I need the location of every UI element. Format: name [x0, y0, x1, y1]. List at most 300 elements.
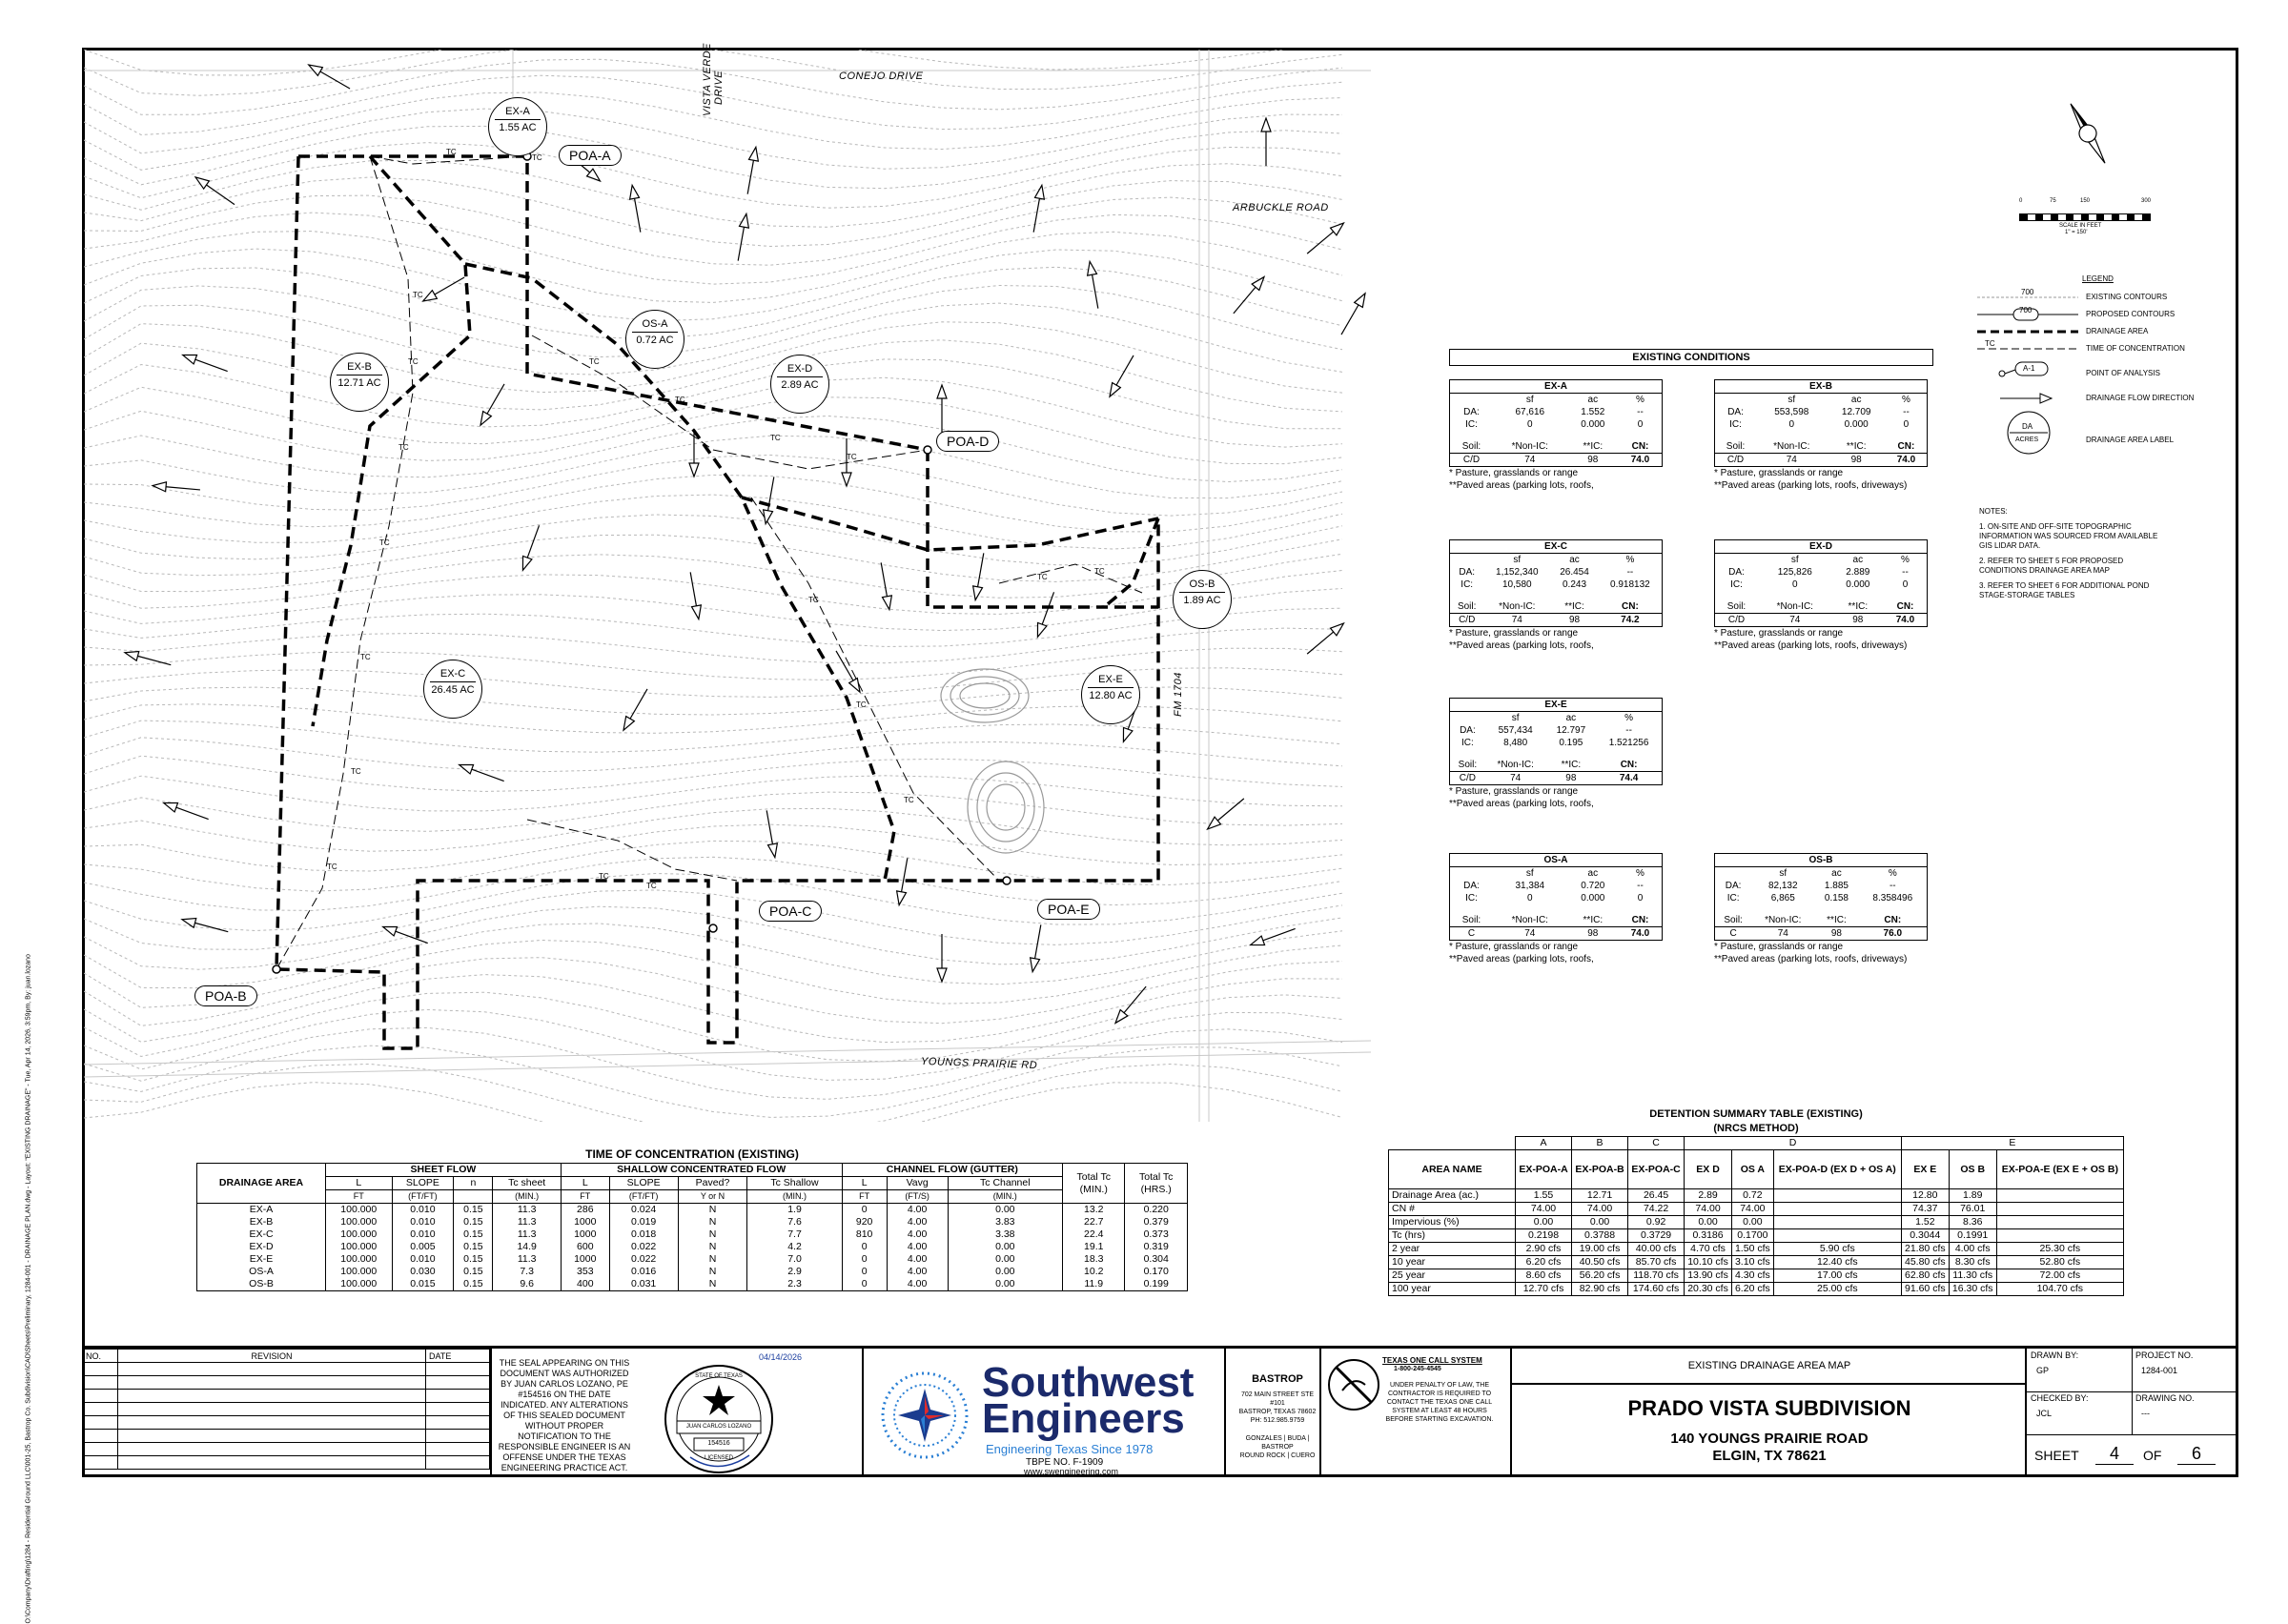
tc-cell: 4.00	[887, 1278, 948, 1291]
tc-cell: 0.15	[454, 1266, 493, 1278]
ec-col-head: sf	[1788, 395, 1796, 405]
tc-cell: 0.010	[392, 1253, 454, 1266]
flow-arrow-icon	[1230, 274, 1268, 316]
of-label: OF	[2143, 1448, 2162, 1463]
legend-item	[1977, 436, 2174, 444]
ec-da-cell: 1,152,340	[1496, 567, 1539, 578]
notes	[1979, 507, 2170, 600]
det-cell	[1996, 1189, 2123, 1203]
tc-cell: 11.3	[493, 1204, 561, 1217]
det-cell: 10 year	[1389, 1256, 1516, 1269]
poa-label-a[interactable]: POA-A	[559, 145, 622, 166]
tc-cell: 0.379	[1125, 1216, 1188, 1228]
company-website: www.swengineering.com	[1024, 1467, 1119, 1476]
ec-col-head: %	[1636, 395, 1644, 405]
det-cell: 74.00	[1516, 1203, 1572, 1216]
tc-label: TC	[646, 882, 657, 890]
da-name: EX-A	[495, 98, 541, 120]
tc-cell: 11.3	[493, 1228, 561, 1241]
rev-head-no: NO.	[83, 1350, 118, 1363]
road-label-fm1704: FM 1704	[1173, 672, 1184, 717]
det-col-head: EX E	[1901, 1150, 1949, 1189]
tc-unit: (MIN.)	[493, 1190, 561, 1204]
ec-cd-cell: 98	[1567, 454, 1619, 467]
scale-tick: 150	[2080, 198, 2091, 204]
contour-line	[84, 924, 1342, 988]
ec-soil-head: Soil:	[1726, 601, 1747, 612]
road-label-vista-verde-1: VISTA VERDE	[702, 42, 713, 116]
table-row	[197, 1266, 1188, 1278]
contour-line	[84, 628, 1342, 663]
contour-line	[84, 738, 1342, 772]
ec-cd-cell: 74	[1485, 772, 1546, 785]
ec-cd-cell: 98	[1567, 927, 1619, 941]
tc-cell: 11.9	[1063, 1278, 1125, 1291]
tc-head-unit: (HRS.)	[1140, 1183, 1172, 1195]
tc-cell: 4.00	[887, 1228, 948, 1241]
det-cell: 56.20 cfs	[1572, 1269, 1628, 1283]
ec-ic-cell: 0.000	[1846, 579, 1870, 590]
ec-note-1: * Pasture, grasslands or range	[1449, 628, 1579, 639]
ec-col-head: ac	[1587, 395, 1599, 405]
ec-da-cell: --	[1902, 567, 1909, 578]
contour-line	[84, 195, 1342, 265]
tc-cell: 0.019	[609, 1216, 678, 1228]
det-cell: 0.3729	[1628, 1229, 1685, 1243]
one-call-phone: 1-800-245-4545	[1394, 1366, 1441, 1372]
ec-cd-cell: C/D	[1450, 772, 1485, 785]
flow-arrow-icon	[153, 481, 201, 495]
tc-cell: 100.000	[326, 1241, 393, 1253]
ec-soil-head: *Non-IC:	[1499, 601, 1536, 612]
tc-cell: 1.9	[747, 1204, 842, 1217]
tc-cell: N	[678, 1266, 747, 1278]
ec-soil-head: *Non-IC:	[1497, 760, 1534, 770]
drainage-map[interactable]	[84, 42, 1371, 1122]
ec-box-ex-e	[1449, 698, 1663, 810]
tc-label: TC	[446, 148, 457, 156]
tc-unit	[454, 1190, 493, 1204]
det-cell: 12.80	[1901, 1189, 1949, 1203]
ec-note-1: * Pasture, grasslands or range	[1449, 468, 1579, 478]
ec-ic-cell: IC:	[1726, 893, 1740, 903]
legend-sym: 700	[2021, 288, 2034, 296]
tc-cell: EX-D	[197, 1241, 326, 1253]
tc-group-sheet: SHEET FLOW	[326, 1164, 562, 1177]
ec-box-title: EX-A	[1450, 380, 1663, 394]
flow-arrow-icon	[762, 809, 780, 858]
da-name: EX-D	[777, 355, 823, 377]
tc-cell: 14.9	[493, 1241, 561, 1253]
table-row	[197, 1253, 1188, 1266]
flow-arrow-icon	[458, 761, 505, 785]
ec-note-1: * Pasture, grasslands or range	[1714, 942, 1844, 952]
notes-title: NOTES:	[1979, 507, 2008, 516]
da-name: OS-A	[632, 311, 678, 333]
tc-cell: OS-B	[197, 1278, 326, 1291]
time-of-concentration-table	[196, 1147, 1188, 1291]
ec-box-title: OS-A	[1450, 854, 1663, 867]
flow-arrow-icon	[193, 173, 237, 209]
north-arrow-icon	[2050, 95, 2126, 172]
ec-col-head: ac	[1569, 555, 1580, 565]
ec-cd-cell: 74.0	[1619, 927, 1663, 941]
da-label-ex-b[interactable]	[330, 353, 389, 412]
ec-soil-head: **IC:	[1583, 441, 1604, 452]
legend-text: POINT OF ANALYSIS	[2086, 369, 2160, 377]
contour-line	[84, 109, 1342, 170]
office-list-1: GONZALES | BUDA | BASTROP	[1245, 1435, 1310, 1451]
tc-cell: 100.000	[326, 1278, 393, 1291]
poa-label-b[interactable]: POA-B	[194, 985, 257, 1006]
ec-cd-cell: 98	[1550, 614, 1599, 627]
ec-note-2: **Paved areas (parking lots, roofs,	[1449, 640, 1594, 651]
contour-line	[84, 177, 1342, 247]
ec-cd-cell: C/D	[1715, 614, 1758, 627]
tc-head-text: Total Tc	[1139, 1170, 1174, 1183]
tc-cell: 1000	[561, 1216, 609, 1228]
contour-line	[84, 303, 1342, 375]
tc-label: TC	[856, 700, 867, 709]
company-name-2: Engineers	[982, 1395, 1185, 1442]
tc-cell: 1000	[561, 1253, 609, 1266]
ec-cd-cell: 74	[1756, 454, 1827, 467]
det-col-head: EX-POA-A	[1516, 1150, 1572, 1189]
ec-note-2: **Paved areas (parking lots, roofs,	[1449, 799, 1594, 809]
det-cell: 25.00 cfs	[1773, 1283, 1901, 1296]
scale-ratio: 1" = 150'	[2065, 230, 2088, 235]
project-address-2: ELGIN, TX 78621	[1712, 1448, 1827, 1464]
tc-cell: 4.2	[747, 1241, 842, 1253]
ec-box-os-a	[1449, 853, 1663, 965]
tc-head-total-min	[1063, 1164, 1125, 1204]
ec-cd-cell: 74.0	[1619, 454, 1663, 467]
ec-cd-cell: 74.0	[1886, 454, 1928, 467]
det-cell: 4.70 cfs	[1685, 1243, 1732, 1256]
sheet-title: EXISTING DRAINAGE AREA MAP	[1687, 1360, 1851, 1371]
contour-line	[84, 890, 1342, 949]
contour-line	[84, 589, 1342, 631]
flow-arrow-icon	[1304, 219, 1347, 257]
tc-cell: N	[678, 1204, 747, 1217]
table-row	[197, 1278, 1188, 1291]
contour-line	[84, 776, 1342, 811]
ec-soil-head: CN:	[1631, 915, 1649, 925]
da-label-ex-a[interactable]	[488, 97, 547, 156]
det-cell: 0.00	[1731, 1216, 1773, 1229]
ec-da-cell: 82,132	[1767, 881, 1798, 891]
legend-sym: DA	[2022, 422, 2033, 431]
det-cell: 0.00	[1685, 1216, 1732, 1229]
ec-soil-head: *Non-IC:	[1773, 441, 1810, 452]
tc-cell: 2.3	[747, 1278, 842, 1291]
da-label-os-b[interactable]	[1173, 570, 1232, 629]
contour-line	[84, 416, 1342, 482]
ec-ic-cell: 6,865	[1770, 893, 1795, 903]
ec-ic-cell: 0	[1527, 893, 1533, 903]
poa-label-e[interactable]: POA-E	[1037, 899, 1100, 920]
legend-text: DRAINAGE FLOW DIRECTION	[2086, 394, 2195, 402]
ec-note-1: * Pasture, grasslands or range	[1449, 942, 1579, 952]
ec-col-head: sf	[1511, 713, 1520, 723]
flow-arrow-icon	[970, 552, 989, 600]
det-cell: 91.60 cfs	[1901, 1283, 1949, 1296]
flow-arrow-icon	[181, 915, 230, 937]
tc-cell: N	[678, 1241, 747, 1253]
tc-cell: 0.170	[1125, 1266, 1188, 1278]
tc-table-title: TIME OF CONCENTRATION (EXISTING)	[585, 1147, 799, 1161]
da-label-ex-d[interactable]	[770, 355, 829, 414]
contour-line	[84, 808, 1342, 851]
det-cell: 6.20 cfs	[1731, 1283, 1773, 1296]
seal-name: JUAN CARLOS LOZANO	[685, 1424, 752, 1430]
ec-da-cell: 125,826	[1777, 567, 1812, 578]
project-no: 1284-001	[2141, 1366, 2178, 1375]
det-cell: Tc (hrs)	[1389, 1229, 1516, 1243]
tc-label: TC	[808, 596, 819, 604]
tc-label: TC	[599, 872, 609, 881]
ec-cd-cell: 76.0	[1859, 927, 1928, 941]
det-cell: Impervious (%)	[1389, 1216, 1516, 1229]
legend-text: TIME OF CONCENTRATION	[2086, 344, 2185, 353]
tc-cell: 0.030	[392, 1266, 454, 1278]
contour-line	[84, 554, 1342, 598]
road-label-arbuckle: ARBUCKLE ROAD	[1233, 202, 1329, 213]
tc-unit: (MIN.)	[747, 1190, 842, 1204]
flow-arrow-icon	[181, 351, 229, 376]
legend-title: LEGEND	[2082, 274, 2114, 283]
ec-note-2: **Paved areas (parking lots, roofs,	[1449, 954, 1594, 964]
tc-label: TC	[770, 434, 781, 442]
file-path-text: O:\Company\Drafting\1284 - Residential Ground LLC\001-25, Bastrop Co. Subdivision\CAD\Sheets\Preliminary, 1284-001 - DRAINAGE PLAN.dwg - Layout: "EXISTING DRAINAGE" - Tue, Apr 14, 2026, 3:59pm, By: juan.lozano	[25, 954, 32, 1624]
drawing-info-block	[2027, 1349, 2238, 1477]
det-col-head: EX-POA-D (EX D + OS A)	[1773, 1150, 1901, 1189]
tc-cell: 600	[561, 1241, 609, 1253]
ec-da-cell: --	[1889, 881, 1896, 891]
contour-line	[84, 608, 1342, 646]
tc-cell: 0.031	[609, 1278, 678, 1291]
det-cell: 0.3044	[1901, 1229, 1949, 1243]
tc-subhead: n	[454, 1177, 493, 1190]
ec-soil-head: **IC:	[1561, 760, 1582, 770]
det-cell	[1773, 1189, 1901, 1203]
tc-cell: 0.00	[948, 1204, 1062, 1217]
ec-soil-head: CN:	[1631, 441, 1649, 452]
contour-line	[84, 824, 1342, 871]
det-cell: 118.70 cfs	[1628, 1269, 1685, 1283]
tc-cell: 19.1	[1063, 1241, 1125, 1253]
tc-group-channel: CHANNEL FLOW (GUTTER)	[842, 1164, 1062, 1177]
tc-label: TC	[675, 396, 685, 404]
ec-ic-cell: 0.195	[1559, 738, 1583, 748]
contour-line	[84, 456, 1342, 517]
tc-cell: 4.00	[887, 1241, 948, 1253]
rev-head-revision: REVISION	[118, 1350, 426, 1363]
tc-cell: 100.000	[326, 1228, 393, 1241]
ec-cd-cell: 74.2	[1599, 614, 1663, 627]
tc-cell: 0.304	[1125, 1253, 1188, 1266]
drawing-no: ---	[2141, 1409, 2150, 1418]
ec-da-cell: --	[1625, 725, 1632, 736]
det-cell: 0.2198	[1516, 1229, 1572, 1243]
ec-note-2: **Paved areas (parking lots, roofs, driveways)	[1714, 480, 1908, 491]
legend-text: DRAINAGE AREA LABEL	[2086, 436, 2175, 444]
flow-arrow-icon	[620, 686, 652, 732]
tc-cell: 4.00	[887, 1253, 948, 1266]
ec-ic-cell: 0.918132	[1610, 579, 1650, 590]
tc-head-total-hrs	[1125, 1164, 1188, 1204]
det-cell: 10.10 cfs	[1685, 1256, 1732, 1269]
ec-da-cell: --	[1637, 881, 1644, 891]
tc-cell: 13.2	[1063, 1204, 1125, 1217]
ec-cd-cell: C	[1450, 927, 1493, 941]
det-cell: 12.70 cfs	[1516, 1283, 1572, 1296]
det-col-head: EX D	[1685, 1150, 1732, 1189]
ec-note-2: **Paved areas (parking lots, roofs, driveways)	[1714, 640, 1908, 651]
ec-da-cell: DA:	[1728, 567, 1745, 578]
contour-line	[84, 515, 1342, 565]
ec-box-os-b	[1714, 853, 1928, 965]
ec-da-cell: 12.709	[1841, 407, 1871, 417]
tc-cell: 4.00	[887, 1204, 948, 1217]
scale-tick: 300	[2141, 198, 2152, 204]
ec-ic-cell: 0.000	[1581, 893, 1605, 903]
tc-cell: 0.015	[392, 1278, 454, 1291]
legend-sym: TC	[1985, 339, 1995, 348]
det-cell: 2 year	[1389, 1243, 1516, 1256]
det-cell	[1773, 1216, 1901, 1229]
ec-cd-cell: 98	[1814, 927, 1858, 941]
tc-cell: 0.15	[454, 1216, 493, 1228]
det-col-head: EX-POA-B	[1572, 1150, 1628, 1189]
da-label-ex-c[interactable]	[423, 660, 482, 719]
det-cell	[1996, 1216, 2123, 1229]
company-tagline: Engineering Texas Since 1978	[986, 1442, 1154, 1456]
ec-ic-cell: IC:	[1461, 579, 1474, 590]
det-cell: 0.1991	[1949, 1229, 1996, 1243]
ec-soil-head: Soil:	[1458, 760, 1478, 770]
existing-contours	[84, 50, 1342, 1122]
ec-cd-cell: 74	[1483, 614, 1550, 627]
ec-da-cell: 67,616	[1515, 407, 1545, 417]
tc-cell: 0.022	[609, 1241, 678, 1253]
table-row	[197, 1204, 1188, 1217]
flow-arrow-icon	[1338, 291, 1370, 336]
ec-soil-head: **IC:	[1583, 915, 1604, 925]
det-group-e: E	[1901, 1137, 2123, 1150]
road-label-vista-verde	[702, 43, 725, 116]
tc-subhead: L	[326, 1177, 393, 1190]
det-cell: 0.72	[1731, 1189, 1773, 1203]
ec-box-title: OS-B	[1715, 854, 1928, 867]
tc-head-unit: (MIN.)	[1079, 1183, 1108, 1195]
legend-item	[1977, 327, 2148, 335]
poa-label-d[interactable]: POA-D	[936, 431, 999, 452]
ec-col-head: %	[1636, 868, 1644, 879]
det-cell: 0.00	[1572, 1216, 1628, 1229]
contour-line	[84, 340, 1342, 412]
det-cell: 2.89	[1685, 1189, 1732, 1203]
det-cell: 1.52	[1901, 1216, 1949, 1229]
det-cell: 16.30 cfs	[1949, 1283, 1996, 1296]
legend-item	[1977, 369, 2160, 377]
tc-label: TC	[379, 538, 390, 547]
tc-unit: FT	[561, 1190, 609, 1204]
det-cell: 26.45	[1628, 1189, 1685, 1203]
legend-text: DRAINAGE AREA	[2086, 327, 2149, 335]
da-area: 12.71 AC	[337, 377, 381, 389]
tc-group-shallow: SHALLOW CONCENTRATED FLOW	[561, 1164, 842, 1177]
rev-head-date: DATE	[426, 1350, 490, 1363]
tc-cell: 7.6	[747, 1216, 842, 1228]
da-label-ex-e[interactable]	[1081, 665, 1140, 724]
tc-cell: EX-A	[197, 1204, 326, 1217]
contour-line	[84, 160, 1342, 227]
seal-date: 04/14/2026	[759, 1352, 803, 1362]
poa-label-c[interactable]: POA-C	[759, 901, 822, 922]
det-col-head: EX-POA-E (EX E + OS B)	[1996, 1150, 2123, 1189]
det-cell: 82.90 cfs	[1572, 1283, 1628, 1296]
tc-cell: OS-A	[197, 1266, 326, 1278]
det-col-head: EX-POA-C	[1628, 1150, 1685, 1189]
det-cell: CN #	[1389, 1203, 1516, 1216]
ec-ic-cell: IC:	[1461, 738, 1474, 748]
ec-soil-head: *Non-IC:	[1511, 441, 1548, 452]
tc-cell: 3.38	[948, 1228, 1062, 1241]
poa-points	[273, 152, 1011, 973]
det-cell: 0.00	[1516, 1216, 1572, 1229]
drawing-no-label: DRAWING NO.	[2135, 1393, 2195, 1403]
ec-ic-cell: IC:	[1729, 419, 1742, 430]
ec-soil-head: CN:	[1896, 601, 1914, 612]
tc-cell: N	[678, 1253, 747, 1266]
ec-col-head: ac	[1587, 868, 1599, 879]
table-row	[1389, 1243, 2124, 1256]
det-cell: 4.00 cfs	[1949, 1243, 1996, 1256]
det-cell	[1773, 1229, 1901, 1243]
tc-unit: Y or N	[678, 1190, 747, 1204]
ec-box-title: EX-C	[1450, 540, 1663, 554]
ec-da-cell: 2.889	[1846, 567, 1870, 578]
ec-ic-cell: 0	[1637, 893, 1644, 903]
note-item: 1. ON-SITE AND OFF-SITE TOPOGRAPHIC INFORMATION WAS SOURCED FROM AVAILABLE GIS LIDAR DATA.	[1979, 522, 2158, 550]
det-cell: 40.50 cfs	[1572, 1256, 1628, 1269]
tc-cell: N	[678, 1228, 747, 1241]
note-item: 2. REFER TO SHEET 5 FOR PROPOSED CONDITIONS DRAINAGE AREA MAP	[1979, 557, 2124, 575]
tc-subhead: Vavg	[887, 1177, 948, 1190]
contour-line	[84, 1065, 1342, 1123]
det-cell: 0.3186	[1685, 1229, 1732, 1243]
ec-box-title: EX-B	[1715, 380, 1928, 394]
da-label-os-a[interactable]	[625, 310, 684, 369]
tc-unit: (FT/FT)	[392, 1190, 454, 1204]
tc-cell: EX-B	[197, 1216, 326, 1228]
ec-cd-cell: 74	[1493, 927, 1567, 941]
ec-cd-cell: 74	[1758, 614, 1832, 627]
tc-unit: FT	[842, 1190, 887, 1204]
ec-da-cell: 12.797	[1556, 725, 1586, 736]
road-label-vista-verde-2: DRIVE	[713, 70, 725, 105]
tc-cell: 0.00	[948, 1278, 1062, 1291]
tc-cell: EX-C	[197, 1228, 326, 1241]
tc-cell: 0.010	[392, 1228, 454, 1241]
tc-cell: 0.018	[609, 1228, 678, 1241]
ec-cd-cell: 98	[1832, 614, 1884, 627]
tc-label: TC	[327, 863, 337, 871]
flow-arrow-icon	[306, 61, 352, 93]
tc-cell: 7.0	[747, 1253, 842, 1266]
office-list-2: ROUND ROCK | CUERO	[1239, 1452, 1316, 1459]
